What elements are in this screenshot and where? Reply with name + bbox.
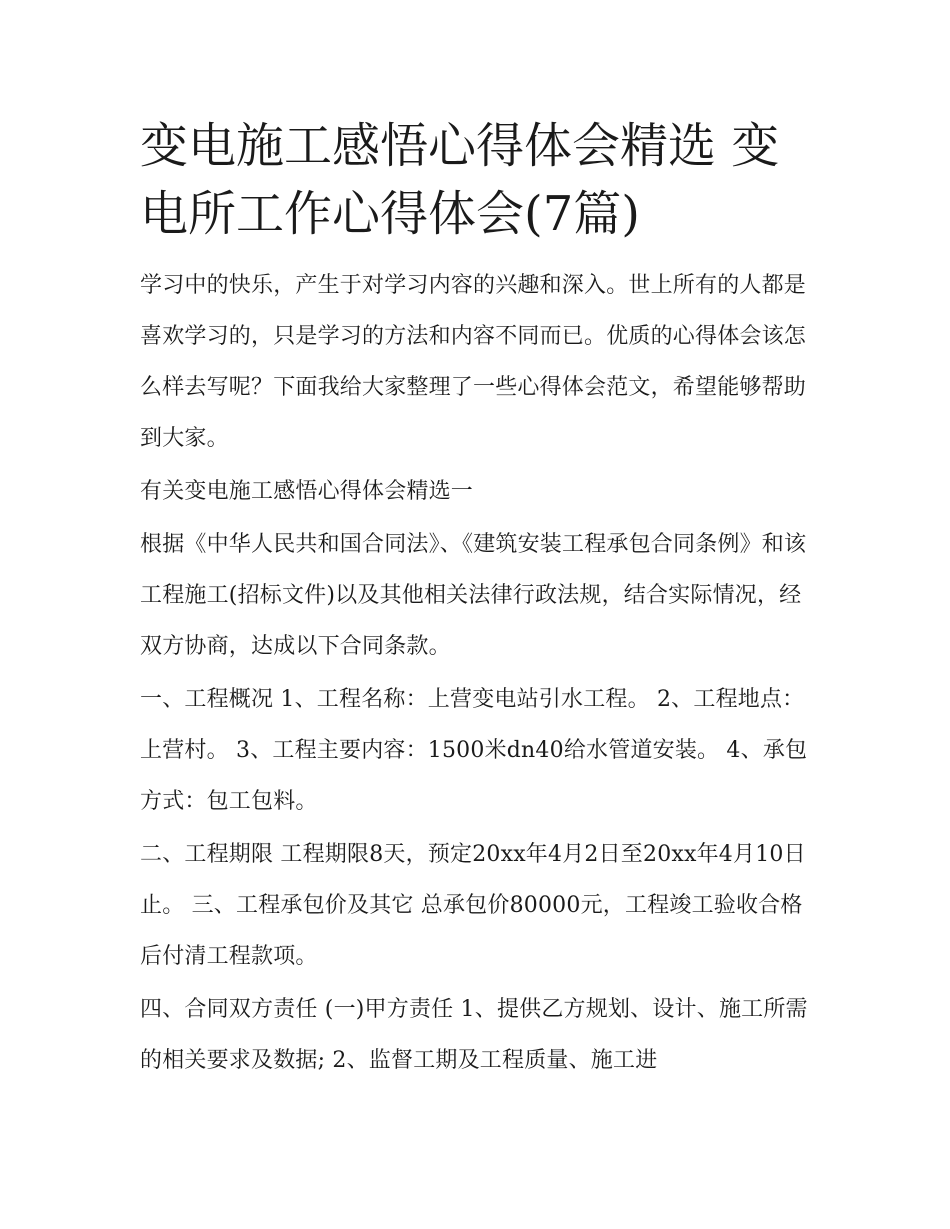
document-title: 变电施工感悟心得体会精选 变电所工作心得体会(7篇) [140,118,780,242]
paragraph-project-period: 二、工程期限 工程期限8天，预定20xx年4月2日至20xx年4月10日止。 三、工程承包价及其它 总承包价80000元，工程竣工验收合格后付清工程款项。 [140,842,806,969]
section-heading: 有关变电施工感悟心得体会精选一 [140,479,474,504]
paragraph-project-overview: 一、工程概况 1、工程名称：上营变电站引水工程。 2、工程地点：上营村。 3、工程主要内容：1500米dn40给水管道安装。 4、承包方式：包工包料。 [140,687,808,814]
document-body [140,112,820,1088]
paragraph-contract-basis: 根据《中华人民共和国合同法》、《建筑安装工程承包合同条例》和该工程施工(招标文件)以及其他相关法律行政法规，结合实际情况，经双方协商，达成以下合同条款。 [140,532,807,659]
paragraph-intro: 学习中的快乐，产生于对学习内容的兴趣和深入。世上所有的人都是喜欢学习的，只是学习的方法和内容不同而已。优质的心得体会该怎么样去写呢？下面我给大家整理了一些心得体会范文，希望能够帮助到大家。 [140,273,807,451]
paragraph-responsibilities: 四、合同双方责任 (一)甲方责任 1、提供乙方规划、设计、施工所需的相关要求及数据; 2、监督工期及工程质量、施工进 [140,997,808,1073]
